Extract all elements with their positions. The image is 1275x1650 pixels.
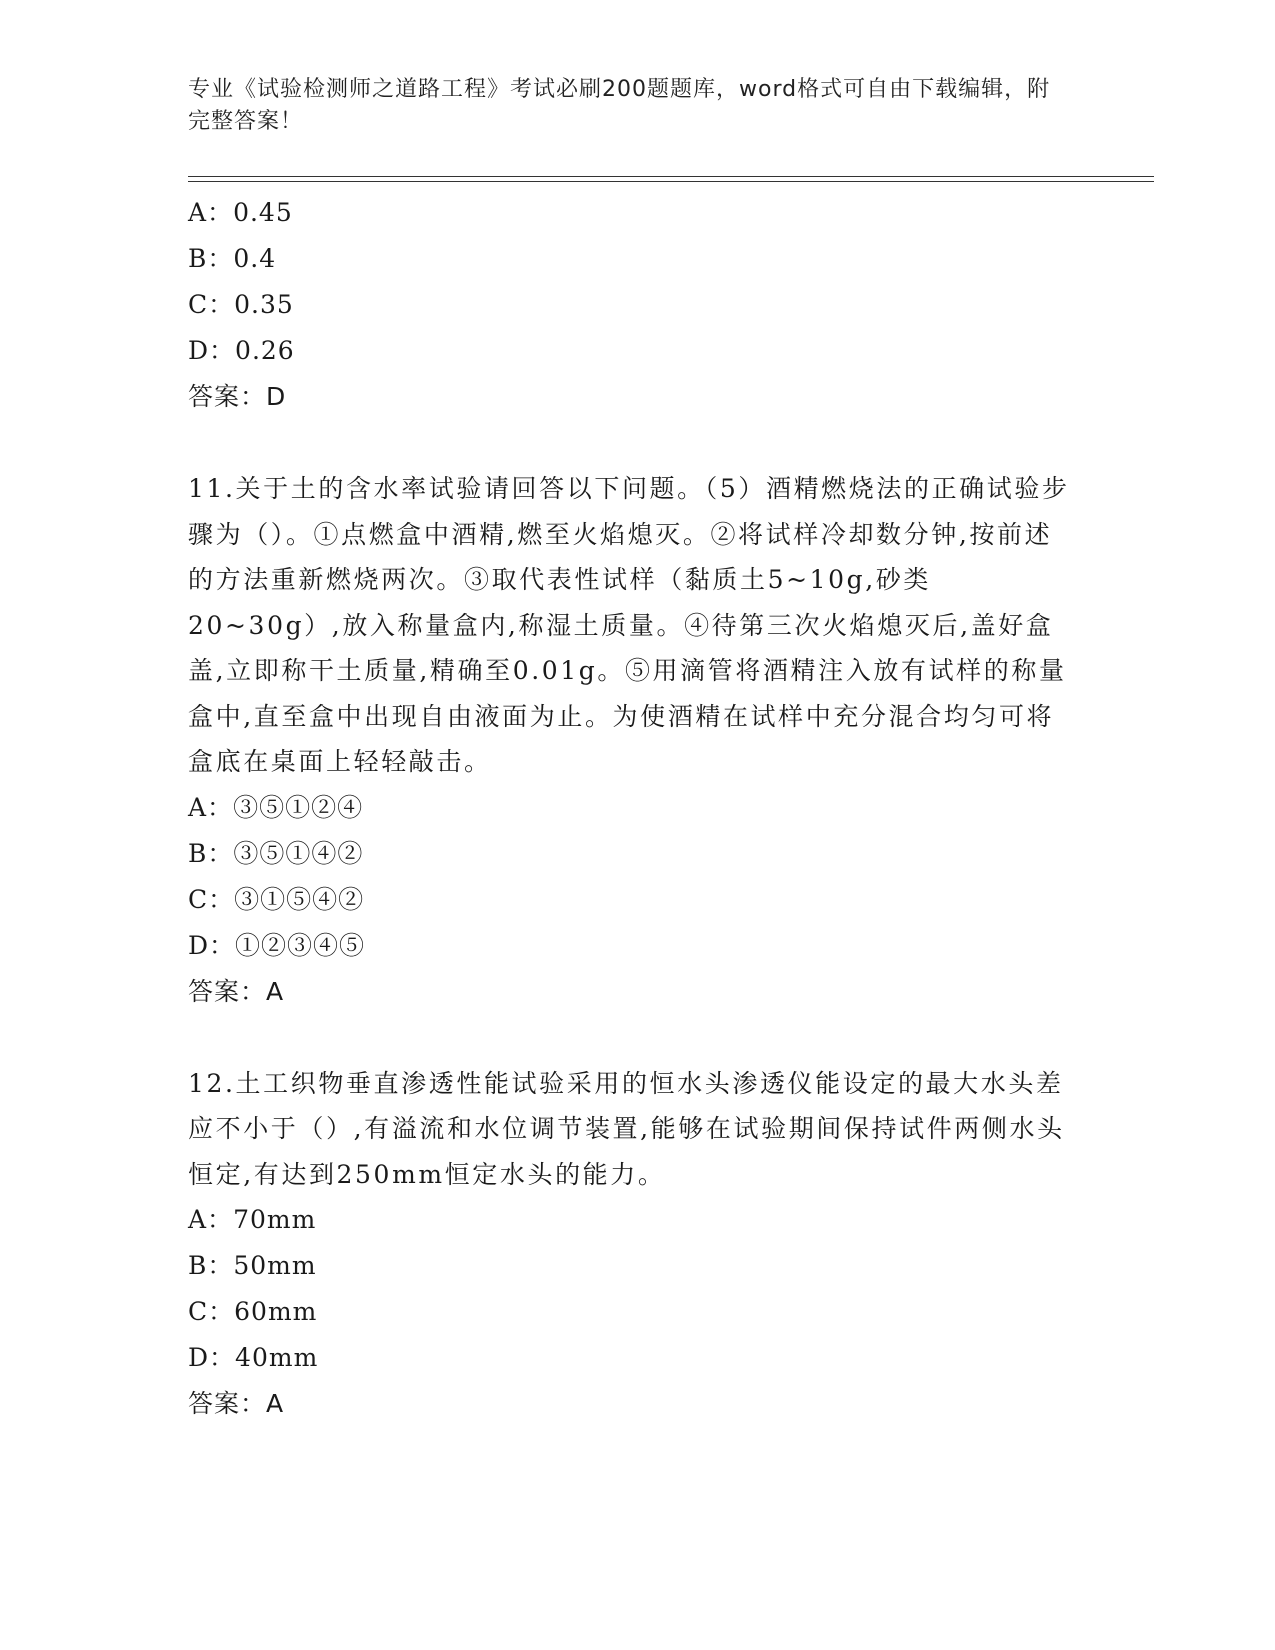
option-text: 50mm	[233, 1251, 317, 1280]
option-text: 0.45	[233, 198, 293, 227]
option-text: 40mm	[235, 1343, 319, 1372]
option-b	[188, 1243, 1088, 1289]
header-rule-bottom	[188, 181, 1154, 182]
question-block-10	[188, 190, 1088, 420]
option-label: C：	[188, 1297, 235, 1326]
option-b	[188, 831, 1088, 877]
option-a	[188, 190, 1088, 236]
option-text: 0.4	[233, 244, 277, 273]
option-text: ③⑤①④②	[233, 838, 364, 868]
option-label: D：	[188, 1343, 236, 1372]
option-label: B：	[188, 1251, 234, 1280]
answer-line: 答案：D	[188, 382, 287, 411]
option-label: A：	[188, 1205, 234, 1234]
option-text: 70mm	[233, 1205, 317, 1234]
option-a	[188, 1197, 1088, 1243]
question-text: 12.土工织物垂直渗透性能试验采用的恒水头渗透仪能设定的最大水头差应不小于（）,有溢流和水位调节装置,能够在试验期间保持试件两侧水头恒定,有达到250mm恒定水头的能力。	[188, 1068, 1065, 1189]
option-text: 0.26	[235, 336, 295, 365]
option-label: C：	[188, 884, 235, 914]
option-b	[188, 236, 1088, 282]
answer-line: 答案：A	[188, 1389, 285, 1418]
option-c	[188, 1289, 1088, 1335]
option-text: ③①⑤④②	[234, 884, 365, 914]
option-d	[188, 1335, 1088, 1381]
option-label: D：	[188, 336, 236, 365]
option-label: B：	[188, 838, 234, 868]
option-a	[188, 785, 1088, 831]
option-label: B：	[188, 244, 234, 273]
option-label: A：	[188, 792, 234, 822]
question-text: 11.关于土的含水率试验请回答以下问题。（5）酒精燃烧法的正确试验步骤为（）。①点燃盒中酒精,燃至火焰熄灭。②将试样冷却数分钟,按前述的方法重新燃烧两次。③取代表性试样（黏质土5~10g,砂类20~30g）,放入称量盒内,称湿土质量。④待第三次火焰熄灭后,盖好盒盖,立即称干土质量,精确至0.01g。⑤用滴管将酒精注入放有试样的称量盒中,直至盒中出现自由液面为止。为使酒精在试样中充分混合均匀可将盒底在桌面上轻轻敲击。	[188, 474, 1070, 776]
option-text: ③⑤①②④	[233, 792, 364, 822]
option-label: C：	[188, 290, 235, 319]
question-list	[188, 190, 1088, 1427]
option-d	[188, 923, 1088, 969]
option-label: A：	[188, 198, 234, 227]
question-block-12	[188, 1061, 1088, 1428]
option-label: D：	[188, 930, 236, 960]
option-text: 60mm	[234, 1297, 318, 1326]
answer-line: 答案：A	[188, 976, 285, 1006]
option-d	[188, 328, 1088, 374]
option-c	[188, 877, 1088, 923]
header-rule-top	[188, 176, 1154, 177]
question-block-11	[188, 466, 1088, 1015]
document-header: 专业《试验检测师之道路工程》考试必刷200题题库，word格式可自由下载编辑，附完整答案！	[188, 77, 1051, 134]
option-text: ①②③④⑤	[235, 930, 366, 960]
option-c	[188, 282, 1088, 328]
option-text: 0.35	[234, 290, 294, 319]
